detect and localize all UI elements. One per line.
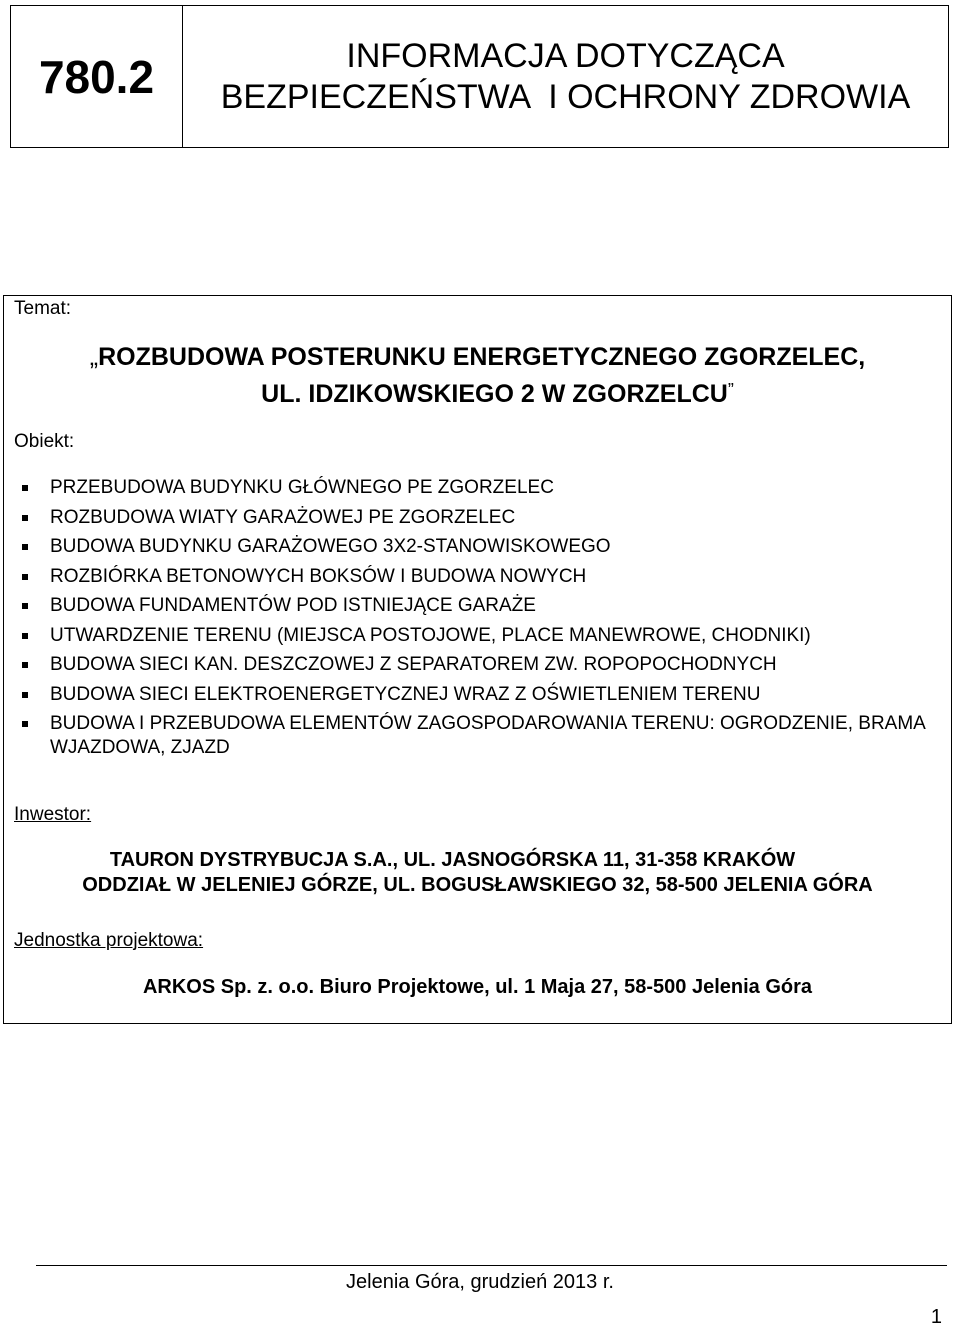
object-list-item <box>14 624 954 648</box>
object-list-item <box>14 476 954 500</box>
footer-rule <box>36 1265 947 1266</box>
investor-line-1: TAURON DYSTRYBUCJA S.A., UL. JASNOGÓRSKA 11, 31-358 KRAKÓW <box>109 849 796 871</box>
object-list-item <box>14 535 954 559</box>
square-bullet-icon <box>22 721 28 727</box>
page-number: 1 <box>930 1306 942 1328</box>
object-list-item <box>14 712 954 760</box>
object-list-item-text: BUDOWA I PRZEBUDOWA ELEMENTÓW ZAGOSPODAROWANIA TERENU: OGRODZENIE, BRAMA WJAZDOWA, ZJAZD <box>50 713 925 758</box>
design-unit-value: ARKOS Sp. z. o.o. Biuro Projektowe, ul. 1 Maja 27, 58-500 Jelenia Góra <box>142 976 813 998</box>
topic-line-2: UL. IDZIKOWSKIEGO 2 W ZGORZELCU <box>261 380 728 408</box>
topic-value <box>4 341 951 411</box>
topic-close-quote: ” <box>727 380 734 400</box>
design-unit-label: Jednostka projektowa: <box>14 930 204 951</box>
investor-label: Inwestor: <box>14 804 92 825</box>
footer-place-date: Jelenia Góra, grudzień 2013 r. <box>346 1271 614 1293</box>
object-list-item-text: BUDOWA BUDYNKU GARAŻOWEGO 3X2-STANOWISKOWEGO <box>50 536 611 557</box>
object-list-item <box>14 683 954 707</box>
document-title-line-2: BEZPIECZEŃSTWA I OCHRONY ZDROWIA <box>220 77 911 116</box>
topic-line-1: ROZBUDOWA POSTERUNKU ENERGETYCZNEGO ZGORZELEC, <box>98 343 866 371</box>
object-list-item-text: BUDOWA SIECI KAN. DESZCZOWEJ Z SEPARATOREM ZW. ROPOPOCHODNYCH <box>50 654 777 675</box>
project-details-box <box>3 295 952 1024</box>
title-header <box>10 5 949 148</box>
topic-label: Temat: <box>14 298 72 319</box>
document-title-line-1: INFORMACJA DOTYCZĄCA <box>346 36 785 75</box>
object-label: Obiekt: <box>14 431 75 452</box>
document-title <box>183 6 948 147</box>
object-list-item-text: UTWARDZENIE TERENU (MIEJSCA POSTOJOWE, PLACE MANEWROWE, CHODNIKI) <box>50 624 811 646</box>
object-list-item-text: BUDOWA FUNDAMENTÓW POD ISTNIEJĄCE GARAŻE <box>50 595 536 616</box>
square-bullet-icon <box>22 544 28 550</box>
object-list-item-text: BUDOWA SIECI ELEKTROENERGETYCZNEJ WRAZ Z OŚWIETLENIEM TERENU <box>50 683 761 705</box>
square-bullet-icon <box>22 692 28 698</box>
square-bullet-icon <box>22 515 28 521</box>
object-list-item <box>14 506 954 530</box>
object-list-item <box>14 565 954 589</box>
object-list-item-text: PRZEBUDOWA BUDYNKU GŁÓWNEGO PE ZGORZELEC <box>50 477 554 498</box>
square-bullet-icon <box>22 662 28 668</box>
object-list-item-text: ROZBUDOWA WIATY GARAŻOWEJ PE ZGORZELEC <box>50 506 516 528</box>
investor-line-2: ODDZIAŁ W JELENIEJ GÓRZE, UL. BOGUSŁAWSKIEGO 32, 58-500 JELENIA GÓRA <box>82 874 873 896</box>
square-bullet-icon <box>22 485 28 491</box>
document-number: 780.2 <box>11 6 183 147</box>
square-bullet-icon <box>22 633 28 639</box>
topic-open-quote: „ <box>89 343 99 371</box>
object-list <box>14 476 954 766</box>
object-list-item-text: ROZBIÓRKA BETONOWYCH BOKSÓW I BUDOWA NOWYCH <box>50 565 587 587</box>
square-bullet-icon <box>22 603 28 609</box>
object-list-item <box>14 653 954 677</box>
square-bullet-icon <box>22 574 28 580</box>
object-list-item <box>14 594 954 618</box>
